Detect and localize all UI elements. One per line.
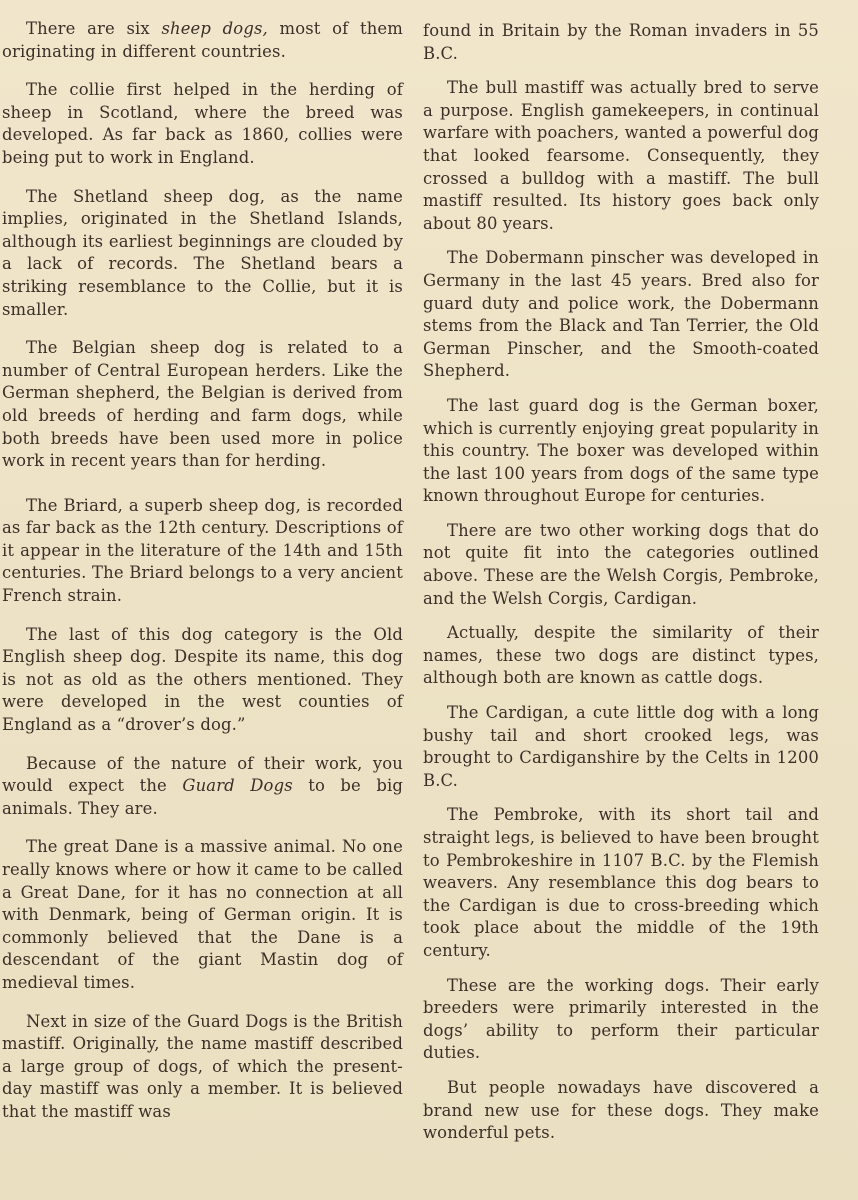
paragraph-bull-mastiff: The bull mastiff was actually bred to serve a purpose. English gamekeepers, in continual warfare with poachers, wanted a powerful dog that looked fearsome. Consequently, they crossed a bulldog with a mastiff. The bull mastiff resulted. Its history goes back only about 80 years. [423,78,819,233]
paragraph-pembroke: The Pembroke, with its short tail and straight legs, is believed to have been brought to Pembrokeshire in 1107 B.C. by the Flemish weavers. Any resemblance this dog bears to the Cardigan is due to cross-breeding which took place about the middle of the 19th century. [423,805,819,960]
paragraph-sheep-dogs-intro: There are six sheep dogs, most of them originating in different countries. [2,19,403,61]
guard-dogs-emphasis: Guard Dogs [182,776,293,796]
paragraph-belgian: The Belgian sheep dog is related to a number of Central European herders. Like the German shepherd, the Belgian is derived from old breeds of herding and farm dogs, while both breeds have been used more in police work in recent years than for herding. [2,338,403,471]
paragraph-corgi-types: Actually, despite the similarity of their names, these two dogs are distinct types, although both are known as cattle dogs. [423,623,819,688]
paragraph-pets: But people nowadays have discovered a brand new use for these dogs. They make wonderful pets. [423,1077,819,1143]
paragraph-collie: The collie first helped in the herding of sheep in Scotland, where the breed was developed. As far back as 1860, collies were being put to work in England. [2,80,403,167]
paragraph-welsh-corgis: There are two other working dogs that do not quite fit into the categories outlined above. These are the Welsh Corgis, Pembroke, and the Welsh Corgis, Cardigan. [423,520,819,608]
sheep-dogs-emphasis: sheep dogs, [161,19,268,38]
paragraph-working-dogs: These are the working dogs. Their early breeders were primarily interested in the dogs’ ability to perform their particular duties. [423,975,819,1063]
paragraph-mastiff: Next in size of the Guard Dogs is the British mastiff. Originally, the name mastiff described a large group of dogs, of which the present-day mastiff was only a member. It is believed that the mastiff was [2,1011,403,1121]
paragraph-mastiff-continued: found in Britain by the Roman invaders in 55 B.C. [423,21,819,63]
paragraph-guard-dogs-intro: Because of the nature of their work, you would expect the Guard Dogs to be big animals. They are. [2,753,403,818]
paragraph-shetland: The Shetland sheep dog, as the name implies, originated in the Shetland Islands, although its earliest beginnings are clouded by a lack of records. The Shetland bears a striking resemblance to the Collie, but it is smaller. [2,186,403,319]
paragraph-old-english: The last of this dog category is the Old English sheep dog. Despite its name, this dog is not as old as the others mentioned. They were developed in the west counties of England as a “drover’s dog.” [2,624,403,735]
paragraph-briard: The Briard, a superb sheep dog, is recorded as far back as the 12th century. Descriptions of it appear in the literature of the 14th and 15th centuries. The Briard belongs to a very ancient French strain. [2,495,403,606]
paragraph-dobermann: The Dobermann pinscher was developed in Germany in the last 45 years. Bred also for guard duty and police work, the Dobermann stems from the Black and Tan Terrier, the Old German Pinscher, and the Smooth-coated Shepherd. [423,248,819,381]
left-column [0,18,403,1124]
paragraph-cardigan: The Cardigan, a cute little dog with a long bushy tail and short crooked legs, was brought to Cardiganshire by the Celts in 1200 B.C. [423,703,819,790]
paragraph-boxer: The last guard dog is the German boxer, which is currently enjoying great popularity in this country. The boxer was developed within the last 100 years from dogs of the same type known throughout Europe for centuries. [423,395,819,506]
right-column [423,20,819,1145]
paragraph-great-dane: The great Dane is a massive animal. No one really knows where or how it came to be called a Great Dane, for it has no connection at all with Denmark, being of German origin. It is commonly believed that the Dane is a descendant of the giant Mastin dog of medieval times. [2,837,403,992]
